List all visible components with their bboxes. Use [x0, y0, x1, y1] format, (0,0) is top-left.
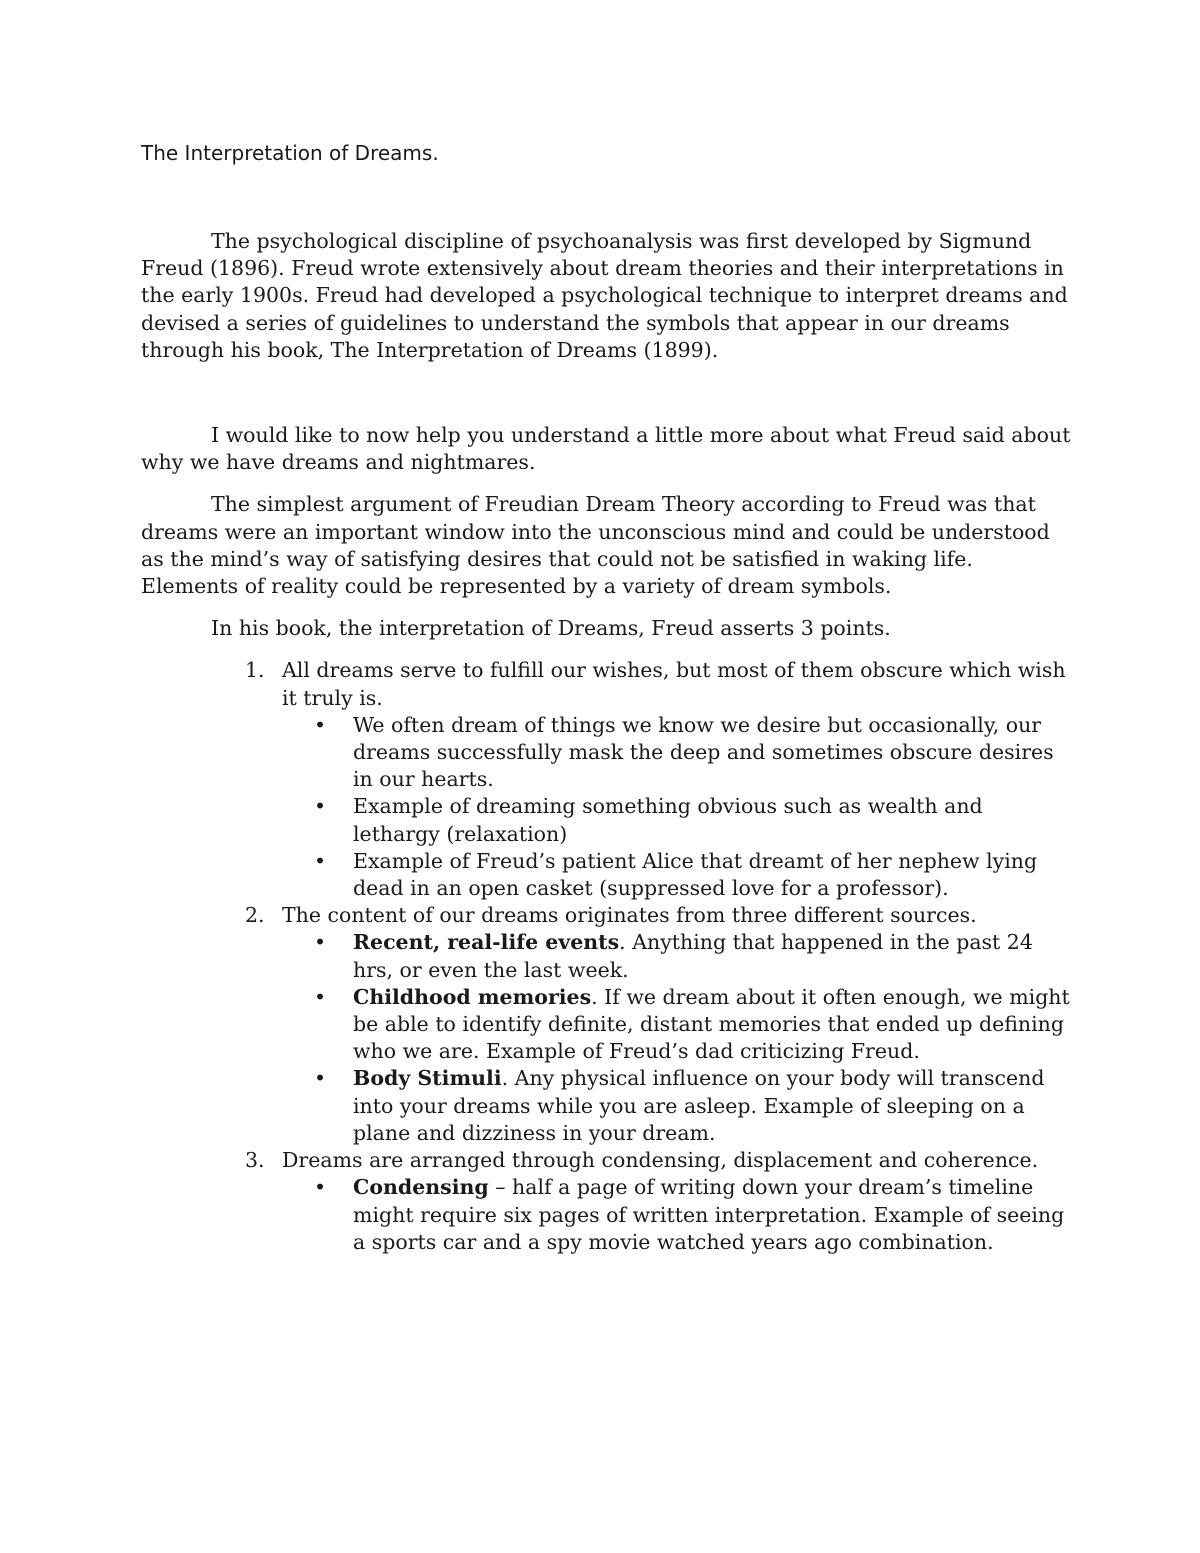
sub-bullet-item — [282, 712, 1071, 794]
sub-bullet-item — [282, 929, 1071, 983]
sub-bullet-heading: Childhood memories — [353, 984, 592, 1009]
sub-bullet-heading: Condensing — [353, 1175, 489, 1200]
paragraph-help: I would like to now help you understand a little more about what Freud said about why we have dreams and nightmares. — [141, 423, 1071, 475]
point-text: The content of our dreams originates from three different sources. — [282, 903, 977, 928]
point-number: 2. — [245, 903, 265, 928]
bullet-icon: • — [314, 712, 327, 737]
bullet-icon: • — [314, 1175, 327, 1200]
sub-bullet-text: Example of dreaming something obvious such as wealth and lethargy (relaxation) — [353, 794, 983, 846]
paragraph-intro: The psychological discipline of psychoanalysis was first developed by Sigmund Freud (1896). Freud wrote extensively about dream theories and their interpretations in the early 1900s. Freud had developed a psychological technique to interpret dreams and devised a series of guidelines to understand the symbols that appear in our dreams through his book, The Interpretation of Dreams (1899). — [141, 229, 1068, 362]
numbered-points-list — [141, 657, 1071, 1255]
point-number: 1. — [245, 658, 265, 683]
point-text: Dreams are arranged through condensing, displacement and coherence. — [282, 1148, 1039, 1173]
bullet-icon: • — [314, 848, 327, 873]
paragraph-points-intro: In his book, the interpretation of Dreams, Freud asserts 3 points. — [211, 616, 891, 641]
sub-bullet-text: Example of Freud’s patient Alice that dreamt of her nephew lying dead in an open casket (suppressed love for a professor). — [353, 848, 1038, 901]
sub-bullet-text: – half a page of writing down your dream’s timeline might require six pages of written interpretation. Example of seeing a sports car and a spy movie watched years ago combination. — [353, 1175, 1065, 1254]
document-title: The Interpretation of Dreams. — [141, 141, 439, 165]
sub-bullet-item — [282, 1065, 1071, 1147]
sub-bullet-list — [282, 929, 1071, 1147]
sub-bullet-heading: Recent, real-life events — [353, 930, 620, 955]
sub-bullet-text: . Any physical influence on your body will transcend into your dreams while you are asleep. Example of sleeping on a plane and dizziness in your dream. — [353, 1066, 1045, 1145]
sub-bullet-item — [282, 984, 1071, 1066]
point-number: 3. — [245, 1148, 265, 1173]
bullet-icon: • — [314, 930, 327, 955]
point-item — [141, 902, 1071, 1147]
document-page — [141, 140, 1071, 1256]
sub-bullet-text: . Anything that happened in the past 24 hrs, or even the last week. — [353, 930, 1033, 982]
point-item — [141, 657, 1071, 902]
sub-bullet-text: . If we dream about it often enough, we might be able to identify definite, distant memories that ended up defining who we are. Example of Freud’s dad criticizing Freud. — [353, 984, 1070, 1064]
sub-bullet-heading: Body Stimuli — [353, 1066, 502, 1091]
bullet-icon: • — [314, 794, 327, 819]
sub-bullet-list — [282, 712, 1071, 902]
point-item — [141, 1147, 1071, 1256]
sub-bullet-item — [282, 848, 1071, 902]
point-text: All dreams serve to fulfill our wishes, but most of them obscure which wish it truly is. — [282, 658, 1066, 710]
bullet-icon: • — [314, 984, 327, 1009]
sub-bullet-text: We often dream of things we know we desire but occasionally, our dreams successfully mask the deep and sometimes obscure desires in our hearts. — [353, 712, 1054, 792]
sub-bullet-item — [282, 1174, 1071, 1256]
sub-bullet-item — [282, 793, 1071, 847]
sub-bullet-list — [282, 1174, 1071, 1256]
bullet-icon: • — [314, 1066, 327, 1091]
paragraph-argument: The simplest argument of Freudian Dream Theory according to Freud was that dreams were an important window into the unconscious mind and could be understood as the mind’s way of satisfying desires that could not be satisfied in waking life. Elements of reality could be represented by a variety of dream symbols. — [141, 492, 1050, 599]
